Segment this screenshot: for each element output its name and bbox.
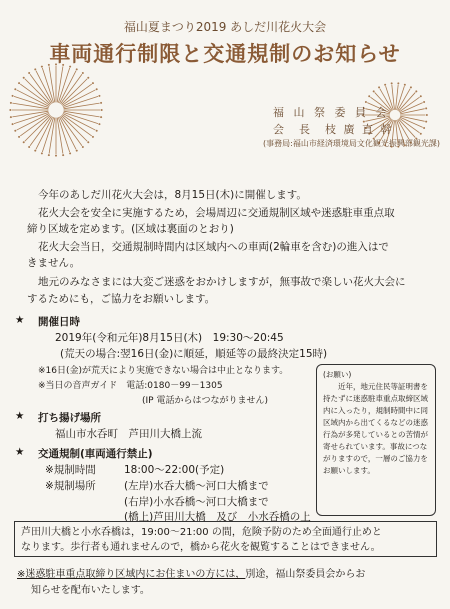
footer-line-2: 知らせを配布いたします。 (31, 585, 150, 596)
request-notice-title: (お願い) (323, 370, 352, 379)
traffic-time-value: 18:00～22:00(予定) (124, 464, 225, 476)
date-line-2: (荒天の場合:翌16日(金)に順延，順延等の最終決定15時) (60, 348, 328, 360)
bridge-closure-line-2: なります。歩行者も通れませんので，橋から花火を観覧することはできません。 (21, 542, 381, 553)
date-note: ※16日(金)が荒天により実施できない場合は中止となります。 (38, 366, 289, 376)
footer-line-1b: 別途，福山祭委員会からお (245, 569, 366, 580)
intro-line-6: 地元のみなさまには大変ご迷惑をおかけしますが，無事故で楽しい花火大会に (38, 276, 406, 288)
traffic-place-label: ※規制場所 (45, 480, 96, 492)
page-title: 車両通行制限と交通規制のお知らせ (49, 42, 401, 66)
date-heading: 開催日時 (38, 316, 80, 328)
launch-location: 福山市水呑町 芦田川大橋上流 (55, 428, 202, 440)
bridge-closure-line-1: 芦田川大橋と小水呑橋は，19:00～21:00 の間，危険予防のため全面通行止めと (21, 527, 382, 538)
date-line-1: 2019年(令和元年)8月15日(木) 19:30～20:45 (55, 332, 284, 344)
traffic-place-3: (橋上)芦田川大橋 及び 小水呑橋の上 (124, 511, 311, 523)
date-bullet-icon: ★ (15, 314, 25, 326)
request-notice-box (316, 364, 436, 516)
audio-guide-note: (IP 電話からはつながりません) (142, 396, 268, 406)
intro-line-5: きません。 (27, 257, 81, 269)
intro-line-7: するためにも，ご協力をお願いします。 (27, 293, 216, 305)
launch-bullet-icon: ★ (15, 410, 25, 422)
chairman-name: 会 長 枝 廣 直 幹 (273, 123, 394, 136)
traffic-place-2: (右岸)小水呑橋～河口大橋まで (124, 496, 269, 508)
event-subtitle: 福山夏まつり2019 あしだ川花火大会 (123, 20, 327, 34)
firework-left-icon (8, 62, 104, 158)
traffic-bullet-icon: ★ (15, 446, 25, 458)
traffic-time-label: ※規制時間 (45, 464, 96, 476)
bridge-closure-box (14, 521, 437, 557)
office-info: (事務局:福山市経済環境局文化観光振興部観光課) (263, 139, 440, 148)
request-notice-text: 近年，地元住民等証明書を持たずに迷惑駐車重点取締区域内に入ったり，規制時間中に同区域内から出てくるなどの迷惑行為が多発しているとの苦情が寄せられています。事故につながりますので，一層のご協力をお願いします。 (323, 382, 428, 475)
intro-line-3: 締り区域を定めます。(区域は裏面のとおり) (27, 223, 234, 235)
audio-guide-phone: ※当日の音声ガイド 電話:0180－99－1305 (38, 381, 223, 391)
traffic-heading: 交通規制(車両通行禁止) (38, 448, 153, 460)
launch-heading: 打ち揚げ場所 (38, 412, 101, 424)
intro-line-1: 今年のあしだ川花火大会は，8月15日(木)に開催します。 (38, 189, 307, 201)
intro-line-2: 花火大会を安全に実施するため，会場周辺に交通規制区域や迷惑駐車重点取 (38, 207, 395, 219)
footer-line-1a: ※迷惑駐車重点取締り区域内にお住まいの方には， (17, 569, 246, 580)
traffic-place-1: (左岸)水呑大橋～河口大橋まで (124, 480, 269, 492)
intro-line-4: 花火大会当日，交通規制時間内は区域内への車両(2輪車を含む)の進入はで (38, 241, 389, 253)
footer-line-1 (17, 565, 365, 580)
organizer-name: 福 山 祭 委 員 会 (273, 106, 390, 119)
